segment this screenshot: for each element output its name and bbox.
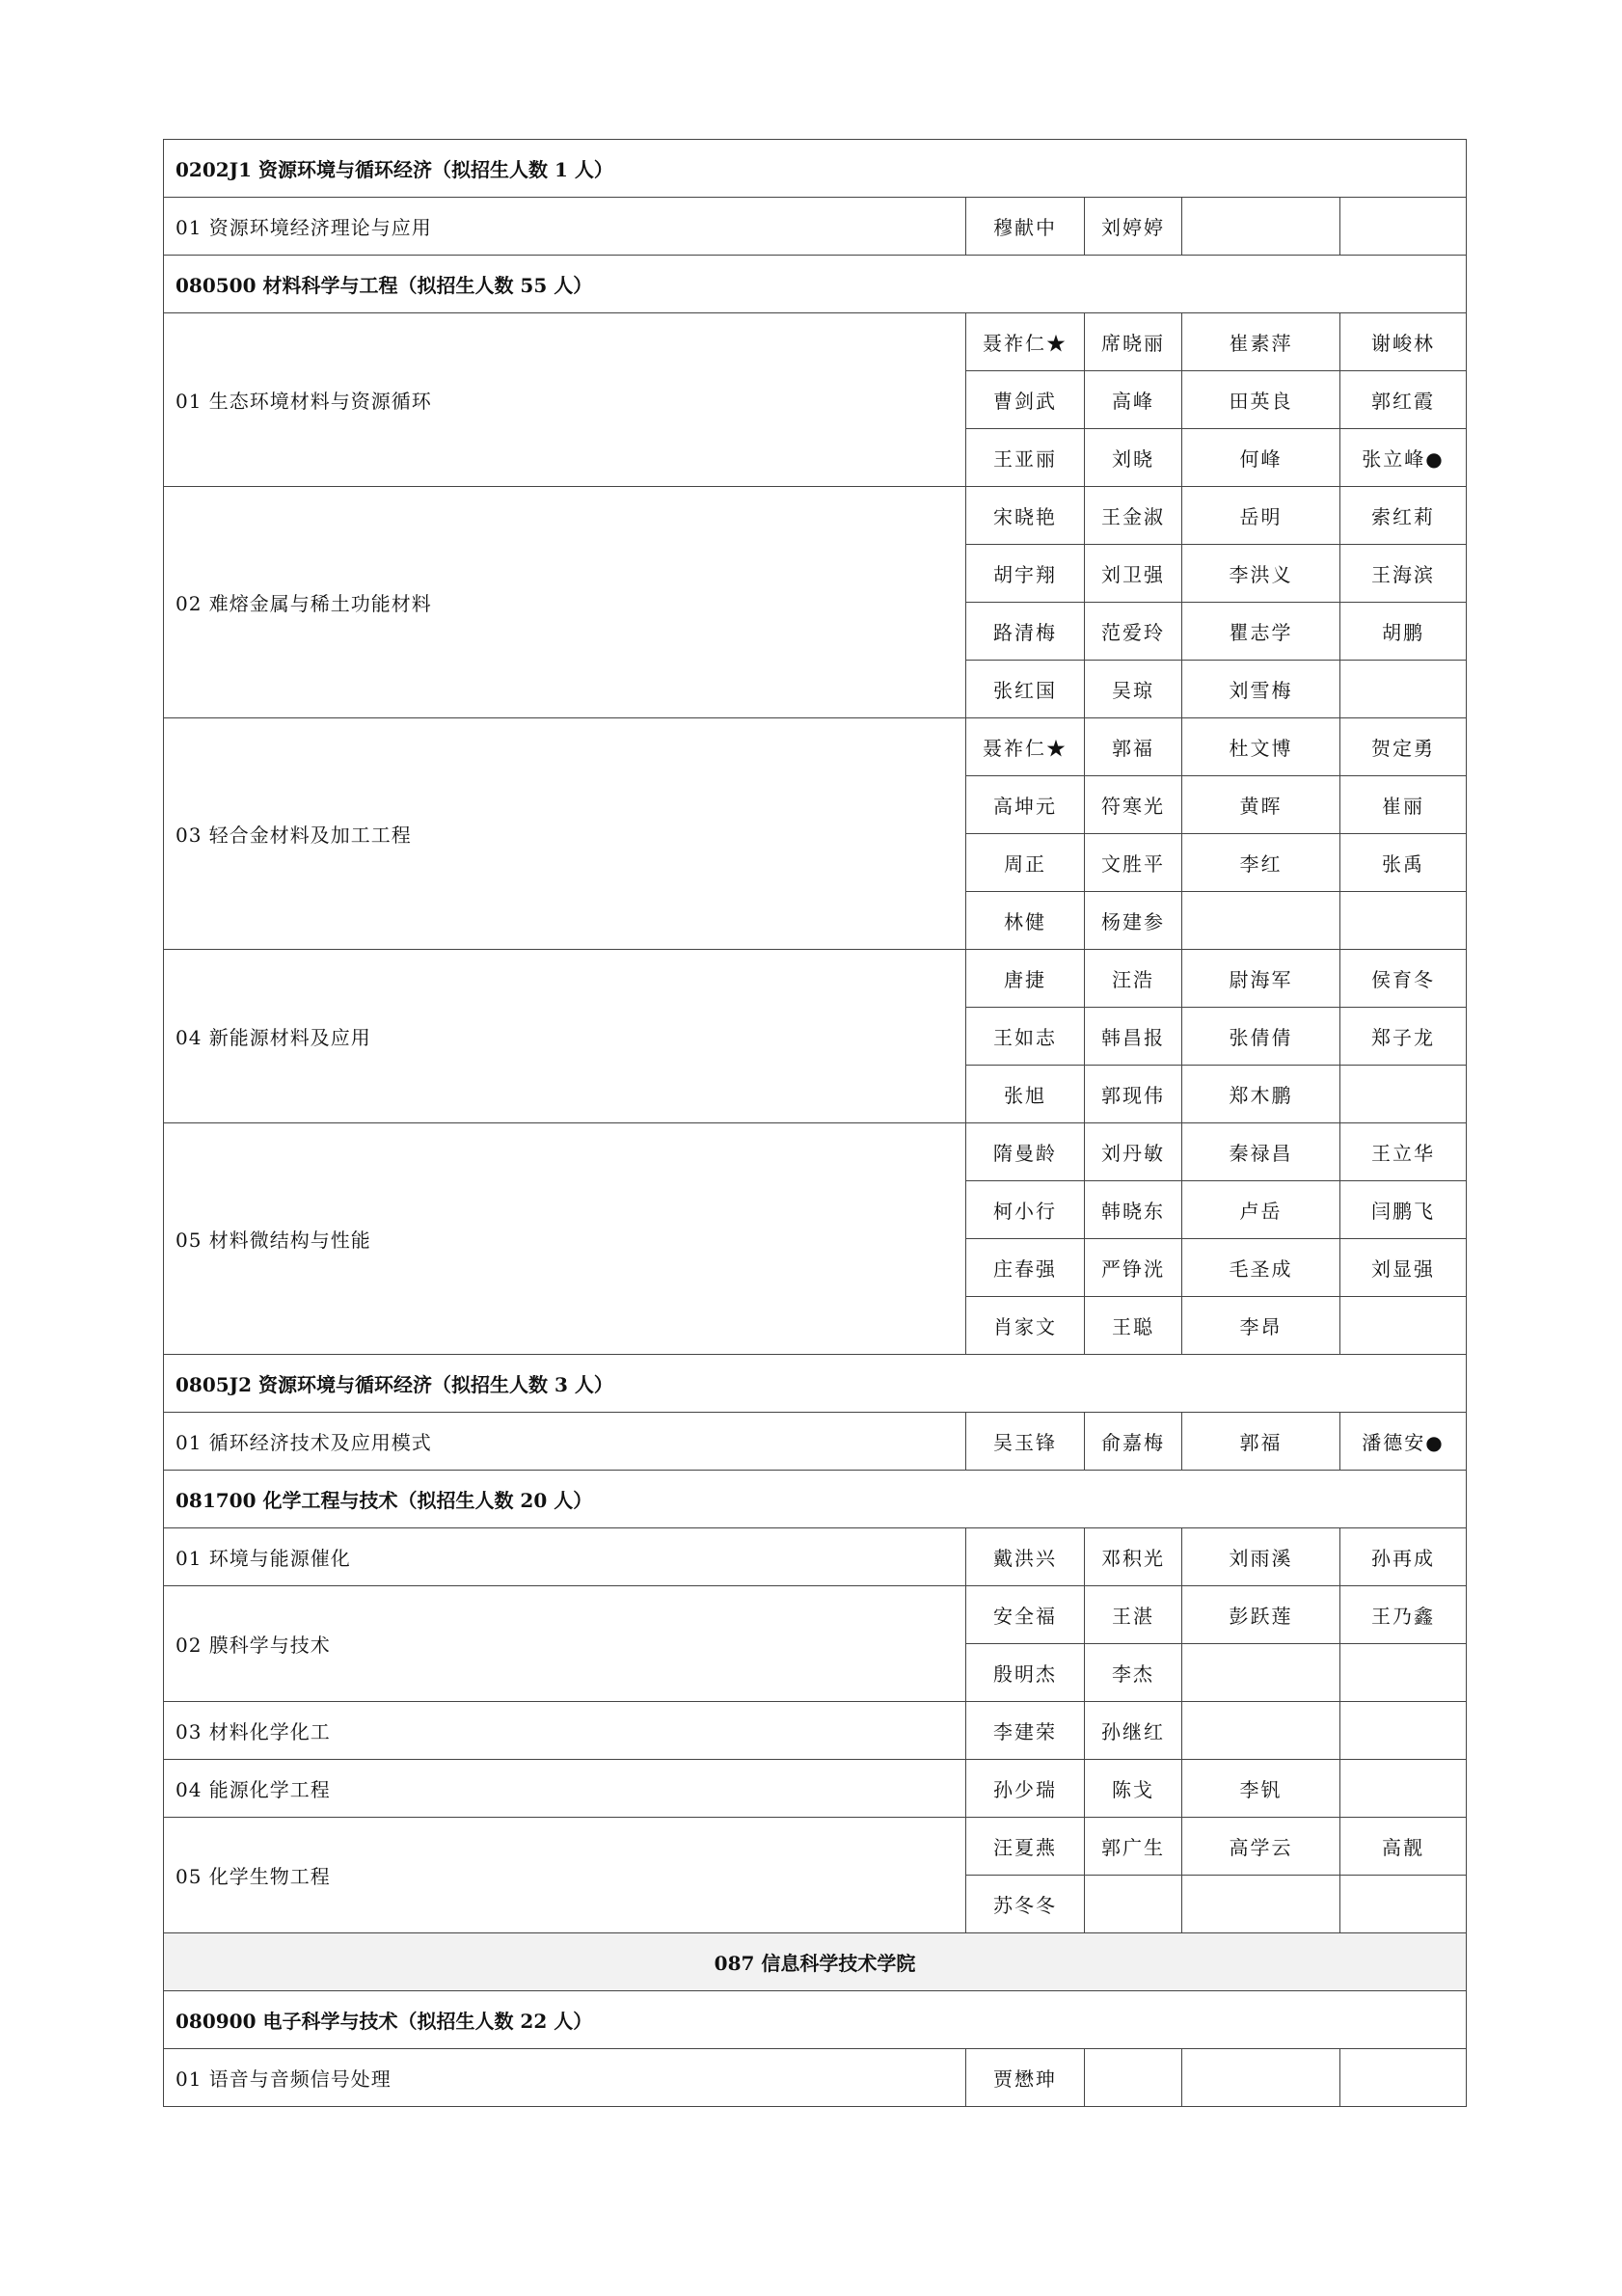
supervisor-name-cell: 郭广生 xyxy=(1085,1818,1182,1876)
supervisor-name-cell: 毛圣成 xyxy=(1182,1239,1340,1297)
supervisor-name-cell: 瞿志学 xyxy=(1182,603,1340,661)
supervisor-name-cell: 李建荣 xyxy=(966,1702,1085,1760)
supervisor-name-cell: 吴琼 xyxy=(1085,661,1182,718)
supervisor-name-cell: 张立峰● xyxy=(1340,429,1467,487)
major-row xyxy=(164,1991,1467,2049)
supervisor-name-cell xyxy=(1340,1644,1467,1702)
supervisor-name-cell: 唐捷 xyxy=(966,950,1085,1008)
supervisor-name-cell: 聂祚仁★ xyxy=(966,718,1085,776)
supervisor-name-cell: 王乃鑫 xyxy=(1340,1586,1467,1644)
supervisor-name-cell: 崔素萍 xyxy=(1182,313,1340,371)
supervisor-name-cell: 俞嘉梅 xyxy=(1085,1413,1182,1471)
college-row xyxy=(164,1933,1467,1991)
supervisor-name-cell: 刘雨溪 xyxy=(1182,1528,1340,1586)
supervisor-name-cell: 索红莉 xyxy=(1340,487,1467,545)
supervisor-name-cell: 侯育冬 xyxy=(1340,950,1467,1008)
supervisor-name-cell: 刘婷婷 xyxy=(1085,198,1182,256)
research-direction-label: 03 轻合金材料及加工工程 xyxy=(164,718,966,950)
research-direction-label: 05 材料微结构与性能 xyxy=(164,1123,966,1355)
supervisor-name-cell: 崔丽 xyxy=(1340,776,1467,834)
supervisor-name-cell: 王如志 xyxy=(966,1008,1085,1066)
direction-row xyxy=(164,313,1467,371)
supervisor-name-cell: 汪浩 xyxy=(1085,950,1182,1008)
supervisor-name-cell xyxy=(1182,892,1340,950)
supervisor-name-cell: 卢岳 xyxy=(1182,1181,1340,1239)
supervisor-name-cell: 张红国 xyxy=(966,661,1085,718)
supervisor-name-cell xyxy=(1085,2049,1182,2107)
supervisor-name-cell: 符寒光 xyxy=(1085,776,1182,834)
supervisor-name-cell: 聂祚仁★ xyxy=(966,313,1085,371)
research-direction-label: 01 生态环境材料与资源循环 xyxy=(164,313,966,487)
supervisor-name-cell: 李洪义 xyxy=(1182,545,1340,603)
supervisor-name-cell: 孙再成 xyxy=(1340,1528,1467,1586)
supervisor-name-cell: 王金淑 xyxy=(1085,487,1182,545)
supervisor-name-cell: 胡鹏 xyxy=(1340,603,1467,661)
supervisor-name-cell xyxy=(1182,1876,1340,1933)
supervisor-name-cell: 邓积光 xyxy=(1085,1528,1182,1586)
supervisor-name-cell: 穆献中 xyxy=(966,198,1085,256)
supervisor-name-cell: 安全福 xyxy=(966,1586,1085,1644)
supervisor-name-cell: 韩昌报 xyxy=(1085,1008,1182,1066)
research-direction-label: 01 语音与音频信号处理 xyxy=(164,2049,966,2107)
supervisor-name-cell: 宋晓艳 xyxy=(966,487,1085,545)
supervisor-name-cell xyxy=(1340,2049,1467,2107)
supervisor-name-cell: 郑子龙 xyxy=(1340,1008,1467,1066)
supervisor-name-cell xyxy=(1340,1702,1467,1760)
supervisor-name-cell xyxy=(1340,1876,1467,1933)
direction-row xyxy=(164,198,1467,256)
supervisor-name-cell: 陈戈 xyxy=(1085,1760,1182,1818)
major-row xyxy=(164,1355,1467,1413)
direction-row xyxy=(164,1586,1467,1644)
supervisor-name-cell: 席晓丽 xyxy=(1085,313,1182,371)
supervisor-name-cell: 张禹 xyxy=(1340,834,1467,892)
supervisor-name-cell xyxy=(1182,2049,1340,2107)
research-direction-label: 03 材料化学化工 xyxy=(164,1702,966,1760)
supervisor-name-cell xyxy=(1340,892,1467,950)
supervisor-name-cell: 李昂 xyxy=(1182,1297,1340,1355)
supervisor-name-cell: 贺定勇 xyxy=(1340,718,1467,776)
direction-row xyxy=(164,1413,1467,1471)
college-heading: 087 信息科学技术学院 xyxy=(164,1933,1467,1991)
major-row xyxy=(164,256,1467,313)
supervisor-name-cell: 王立华 xyxy=(1340,1123,1467,1181)
supervisor-name-cell: 贾懋珅 xyxy=(966,2049,1085,2107)
supervisor-name-cell: 文胜平 xyxy=(1085,834,1182,892)
major-heading: 080500 材料科学与工程（拟招生人数 55 人） xyxy=(164,256,1467,313)
supervisor-name-cell: 刘显强 xyxy=(1340,1239,1467,1297)
supervisor-name-cell: 高学云 xyxy=(1182,1818,1340,1876)
research-direction-label: 01 资源环境经济理论与应用 xyxy=(164,198,966,256)
supervisor-name-cell: 秦禄昌 xyxy=(1182,1123,1340,1181)
supervisor-name-cell: 高靓 xyxy=(1340,1818,1467,1876)
supervisor-name-cell: 王湛 xyxy=(1085,1586,1182,1644)
research-direction-label: 02 难熔金属与稀土功能材料 xyxy=(164,487,966,718)
supervisor-name-cell: 韩晓东 xyxy=(1085,1181,1182,1239)
supervisor-name-cell: 刘丹敏 xyxy=(1085,1123,1182,1181)
supervisor-name-cell: 戴洪兴 xyxy=(966,1528,1085,1586)
supervisor-name-cell: 郭福 xyxy=(1182,1413,1340,1471)
supervisor-name-cell: 胡宇翔 xyxy=(966,545,1085,603)
major-row xyxy=(164,1471,1467,1528)
supervisor-name-cell: 谢峻林 xyxy=(1340,313,1467,371)
supervisor-name-cell: 刘卫强 xyxy=(1085,545,1182,603)
supervisor-name-cell: 庄春强 xyxy=(966,1239,1085,1297)
supervisor-name-cell: 郭红霞 xyxy=(1340,371,1467,429)
supervisor-name-cell: 杜文博 xyxy=(1182,718,1340,776)
supervisor-name-cell: 殷明杰 xyxy=(966,1644,1085,1702)
research-direction-label: 04 新能源材料及应用 xyxy=(164,950,966,1123)
supervisor-name-cell: 李钒 xyxy=(1182,1760,1340,1818)
direction-row xyxy=(164,1528,1467,1586)
supervisor-name-cell: 肖家文 xyxy=(966,1297,1085,1355)
supervisor-name-cell: 高峰 xyxy=(1085,371,1182,429)
direction-row xyxy=(164,718,1467,776)
supervisor-name-cell: 黄晖 xyxy=(1182,776,1340,834)
major-heading: 080900 电子科学与技术（拟招生人数 22 人） xyxy=(164,1991,1467,2049)
supervisor-name-cell: 郭现伟 xyxy=(1085,1066,1182,1123)
major-heading: 0805J2 资源环境与循环经济（拟招生人数 3 人） xyxy=(164,1355,1467,1413)
direction-row xyxy=(164,1760,1467,1818)
direction-row xyxy=(164,487,1467,545)
supervisor-name-cell: 王聪 xyxy=(1085,1297,1182,1355)
supervisor-name-cell xyxy=(1085,1876,1182,1933)
table-body xyxy=(164,140,1467,2107)
supervisor-name-cell: 吴玉锋 xyxy=(966,1413,1085,1471)
supervisor-name-cell: 路清梅 xyxy=(966,603,1085,661)
supervisor-name-cell: 李杰 xyxy=(1085,1644,1182,1702)
supervisor-name-cell: 孙少瑞 xyxy=(966,1760,1085,1818)
supervisor-name-cell xyxy=(1182,1644,1340,1702)
supervisor-name-cell: 高坤元 xyxy=(966,776,1085,834)
supervisor-name-cell: 严铮洸 xyxy=(1085,1239,1182,1297)
enrollment-table xyxy=(163,139,1467,2107)
direction-row xyxy=(164,1123,1467,1181)
supervisor-name-cell: 潘德安● xyxy=(1340,1413,1467,1471)
supervisor-name-cell: 孙继红 xyxy=(1085,1702,1182,1760)
supervisor-name-cell: 闫鹏飞 xyxy=(1340,1181,1467,1239)
major-row xyxy=(164,140,1467,198)
supervisor-name-cell xyxy=(1340,1066,1467,1123)
major-heading: 0202J1 资源环境与循环经济（拟招生人数 1 人） xyxy=(164,140,1467,198)
supervisor-name-cell: 杨建参 xyxy=(1085,892,1182,950)
supervisor-name-cell: 柯小行 xyxy=(966,1181,1085,1239)
supervisor-name-cell: 何峰 xyxy=(1182,429,1340,487)
supervisor-name-cell: 彭跃莲 xyxy=(1182,1586,1340,1644)
research-direction-label: 01 环境与能源催化 xyxy=(164,1528,966,1586)
supervisor-name-cell: 田英良 xyxy=(1182,371,1340,429)
direction-row xyxy=(164,950,1467,1008)
major-heading: 081700 化学工程与技术（拟招生人数 20 人） xyxy=(164,1471,1467,1528)
supervisor-name-cell: 王海滨 xyxy=(1340,545,1467,603)
supervisor-name-cell: 郑木鹏 xyxy=(1182,1066,1340,1123)
supervisor-name-cell xyxy=(1340,1760,1467,1818)
direction-row xyxy=(164,2049,1467,2107)
supervisor-name-cell: 周正 xyxy=(966,834,1085,892)
supervisor-name-cell: 林健 xyxy=(966,892,1085,950)
supervisor-name-cell: 王亚丽 xyxy=(966,429,1085,487)
supervisor-name-cell xyxy=(1340,1297,1467,1355)
supervisor-name-cell: 李红 xyxy=(1182,834,1340,892)
supervisor-name-cell xyxy=(1340,198,1467,256)
supervisor-name-cell: 苏冬冬 xyxy=(966,1876,1085,1933)
direction-row xyxy=(164,1702,1467,1760)
supervisor-name-cell: 郭福 xyxy=(1085,718,1182,776)
supervisor-name-cell xyxy=(1340,661,1467,718)
supervisor-name-cell: 刘晓 xyxy=(1085,429,1182,487)
supervisor-name-cell: 张倩倩 xyxy=(1182,1008,1340,1066)
direction-row xyxy=(164,1818,1467,1876)
research-direction-label: 05 化学生物工程 xyxy=(164,1818,966,1933)
supervisor-name-cell: 张旭 xyxy=(966,1066,1085,1123)
supervisor-name-cell xyxy=(1182,1702,1340,1760)
research-direction-label: 04 能源化学工程 xyxy=(164,1760,966,1818)
supervisor-name-cell: 刘雪梅 xyxy=(1182,661,1340,718)
supervisor-name-cell xyxy=(1182,198,1340,256)
supervisor-name-cell: 岳明 xyxy=(1182,487,1340,545)
supervisor-name-cell: 曹剑武 xyxy=(966,371,1085,429)
supervisor-name-cell: 范爱玲 xyxy=(1085,603,1182,661)
supervisor-name-cell: 尉海军 xyxy=(1182,950,1340,1008)
research-direction-label: 02 膜科学与技术 xyxy=(164,1586,966,1702)
supervisor-name-cell: 汪夏燕 xyxy=(966,1818,1085,1876)
supervisor-name-cell: 隋曼龄 xyxy=(966,1123,1085,1181)
research-direction-label: 01 循环经济技术及应用模式 xyxy=(164,1413,966,1471)
